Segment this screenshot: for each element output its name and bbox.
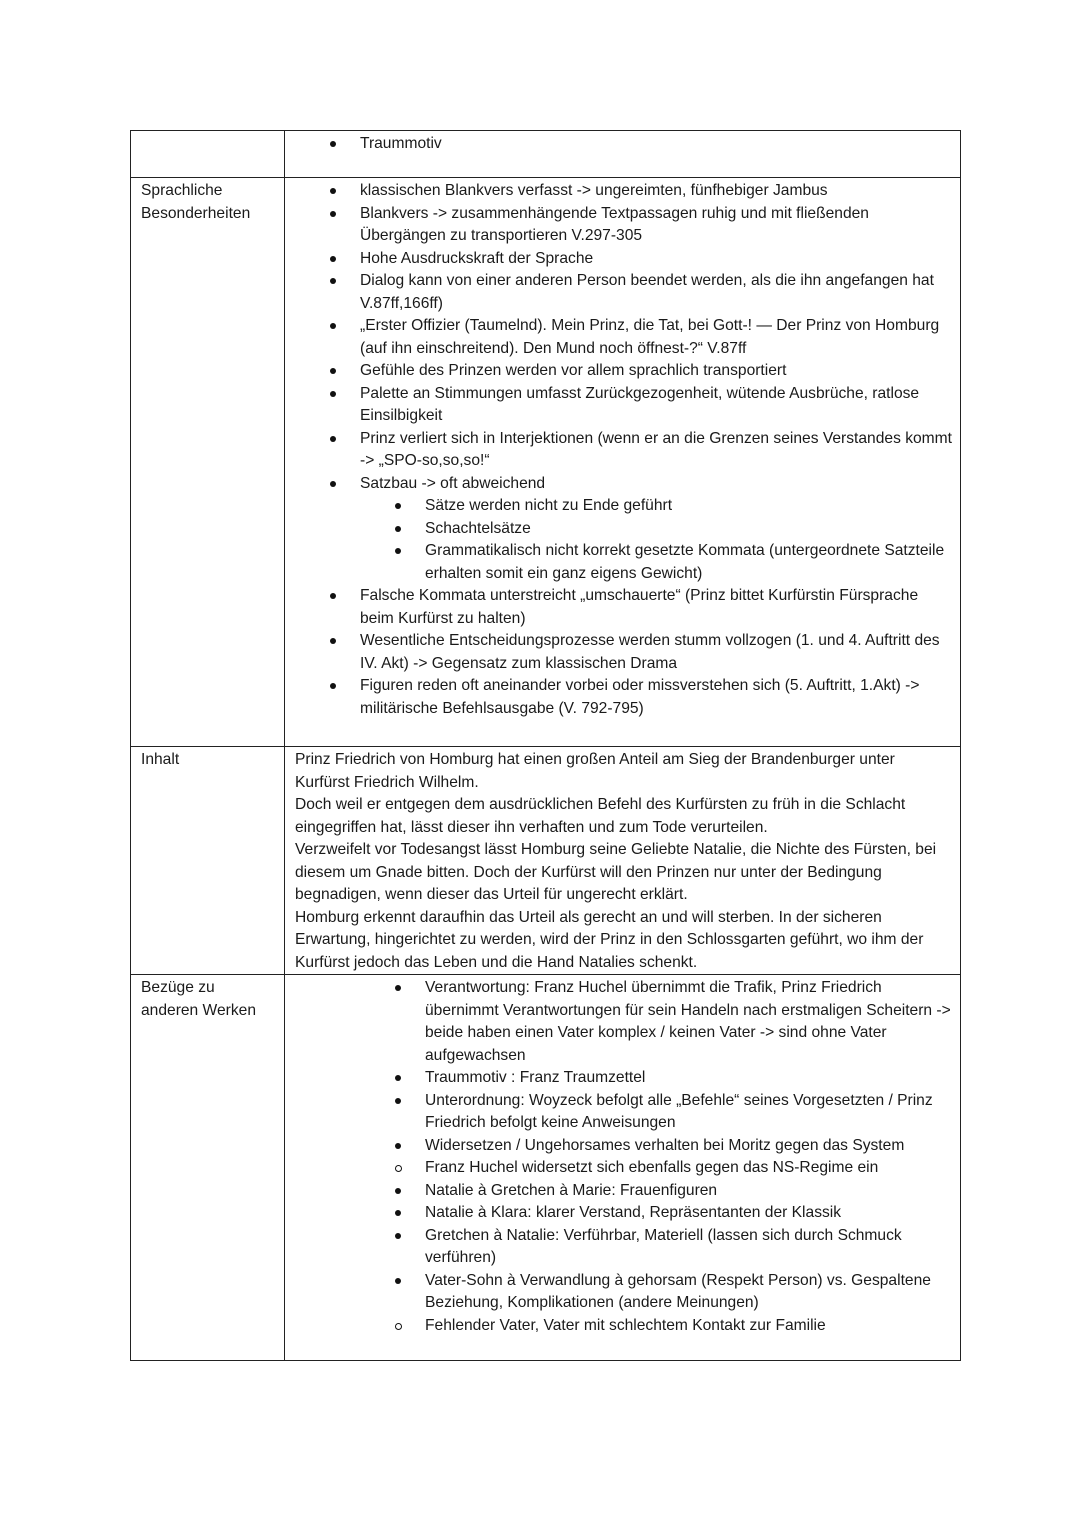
bullet-list	[295, 180, 952, 720]
list-item: Hohe Ausdruckskraft der Sprache	[295, 248, 952, 271]
row-label-sprachliche-besonderheiten	[131, 178, 285, 747]
list-item: Natalie à Klara: klarer Verstand, Repräsentanten der Klassik	[295, 1202, 952, 1225]
row-content-bezuege	[285, 975, 961, 1361]
table-row-traummotiv	[131, 131, 961, 178]
list-item-text: Satzbau -> oft abweichend	[360, 474, 546, 492]
list-item: Verantwortung: Franz Huchel übernimmt die Trafik, Prinz Friedrich übernimmt Verantwortungen für sein Handeln nach erstmaligen Scheitern -> beide haben einen Vater komplex / keinen Vater -> sind ohne Vater aufgewachsen	[295, 977, 952, 1067]
row-label-line: Besonderheiten	[141, 204, 251, 222]
row-label-line: Sprachliche	[141, 182, 223, 199]
table-row-sprachliche-besonderheiten	[131, 178, 961, 747]
list-item: Traummotiv	[295, 133, 952, 156]
bullet-list	[295, 133, 952, 156]
sub-list-item: Sätze werden nicht zu Ende geführt	[360, 495, 952, 518]
list-item: klassischen Blankvers verfasst -> ungereimten, fünfhebiger Jambus	[295, 180, 952, 203]
paragraph: Verzweifelt vor Todesangst lässt Homburg seine Geliebte Natalie, die Nichte des Fürsten, bei diesem um Gnade bitten. Doch der Kurfürst will den Prinzen nur unter der Bedingung begnadigen, wenn dieser das Urteil für ungerecht erklärt.	[295, 841, 937, 903]
row-label-line: Bezüge zu	[141, 979, 215, 996]
list-item: Fehlender Vater, Vater mit schlechtem Kontakt zur Familie	[295, 1315, 952, 1338]
sub-list-item: Schachtelsätze	[360, 518, 952, 541]
list-item: Prinz verliert sich in Interjektionen (wenn er an die Grenzen seines Verstandes kommt -> „SPO-so,so,so!“	[295, 428, 952, 473]
list-item: Figuren reden oft aneinander vorbei oder missverstehen sich (5. Auftritt, 1.Akt) -> militärische Befehlsausgabe (V. 792-795)	[295, 675, 952, 720]
list-item: Franz Huchel widersetzt sich ebenfalls gegen das NS-Regime ein	[295, 1157, 952, 1180]
list-item: Palette an Stimmungen umfasst Zurückgezogenheit, wütende Ausbrüche, ratlose Einsilbigkeit	[295, 383, 952, 428]
row-label-line: anderen Werken	[141, 1001, 257, 1019]
row-label-empty	[131, 131, 285, 178]
list-item: Gefühle des Prinzen werden vor allem sprachlich transportiert	[295, 360, 952, 383]
paragraph: Homburg erkennt daraufhin das Urteil als gerecht an und will sterben. In der sicheren Erwartung, hingerichtet zu werden, wird der Prinz in den Schlossgarten geführt, wo ihm der Kurfürst jedoch das Leben und die Hand Natalies schenkt.	[295, 908, 924, 971]
list-item-with-sublist	[295, 473, 952, 586]
list-item: Vater-Sohn à Verwandlung à gehorsam (Respekt Person) vs. Gespaltene Beziehung, Komplikationen (andere Meinungen)	[295, 1270, 952, 1315]
list-item: Falsche Kommata unterstreicht „umschauerte“ (Prinz bittet Kurfürstin Fürsprache beim Kurfürst zu halten)	[295, 585, 952, 630]
list-item: „Erster Offizier (Taumelnd). Mein Prinz, die Tat, bei Gott-! — Der Prinz von Homburg (auf ihn einschreitend). Den Mund noch öffnest-?“ V.87ff	[295, 315, 952, 360]
list-item: Natalie à Gretchen à Marie: Frauenfiguren	[295, 1180, 952, 1203]
list-item: Dialog kann von einer anderen Person beendet werden, als die ihn angefangen hat V.87ff,166ff)	[295, 270, 952, 315]
bullet-list	[295, 977, 952, 1337]
table-row-bezuege	[131, 975, 961, 1361]
row-content-sprachliche-besonderheiten	[285, 178, 961, 747]
sub-list-item: Grammatikalisch nicht korrekt gesetzte Kommata (untergeordnete Satzteile erhalten somit ein ganz eigens Gewicht)	[360, 540, 952, 585]
list-item: Gretchen à Natalie: Verführbar, Materiell (lassen sich durch Schmuck verführen)	[295, 1225, 952, 1270]
table-row-inhalt	[131, 747, 961, 975]
list-item: Wesentliche Entscheidungsprozesse werden stumm vollzogen (1. und 4. Auftritt des IV. Akt) -> Gegensatz zum klassischen Drama	[295, 630, 952, 675]
notes-table	[130, 130, 961, 1361]
paragraph: Prinz Friedrich von Homburg hat einen großen Anteil am Sieg der Brandenburger unter Kurfürst Friedrich Wilhelm.	[295, 751, 895, 791]
list-item: Traummotiv : Franz Traumzettel	[295, 1067, 952, 1090]
list-item: Widersetzen / Ungehorsames verhalten bei Moritz gegen das System	[295, 1135, 952, 1158]
row-label-bezuege	[131, 975, 285, 1361]
list-item: Unterordnung: Woyzeck befolgt alle „Befehle“ seines Vorgesetzten / Prinz Friedrich befolgt keine Anweisungen	[295, 1090, 952, 1135]
row-content-traummotiv	[285, 131, 961, 178]
row-label-inhalt: Inhalt	[131, 747, 285, 975]
sub-bullet-list	[360, 495, 952, 585]
row-content-inhalt	[285, 747, 961, 975]
paragraph: Doch weil er entgegen dem ausdrücklichen Befehl des Kurfürsten zu früh in die Schlacht eingegriffen hat, lässt dieser ihn verhaften und zum Tode verurteilen.	[295, 796, 906, 836]
list-item: Blankvers -> zusammenhängende Textpassagen ruhig und mit fließenden Übergängen zu transportieren V.297-305	[295, 203, 952, 248]
